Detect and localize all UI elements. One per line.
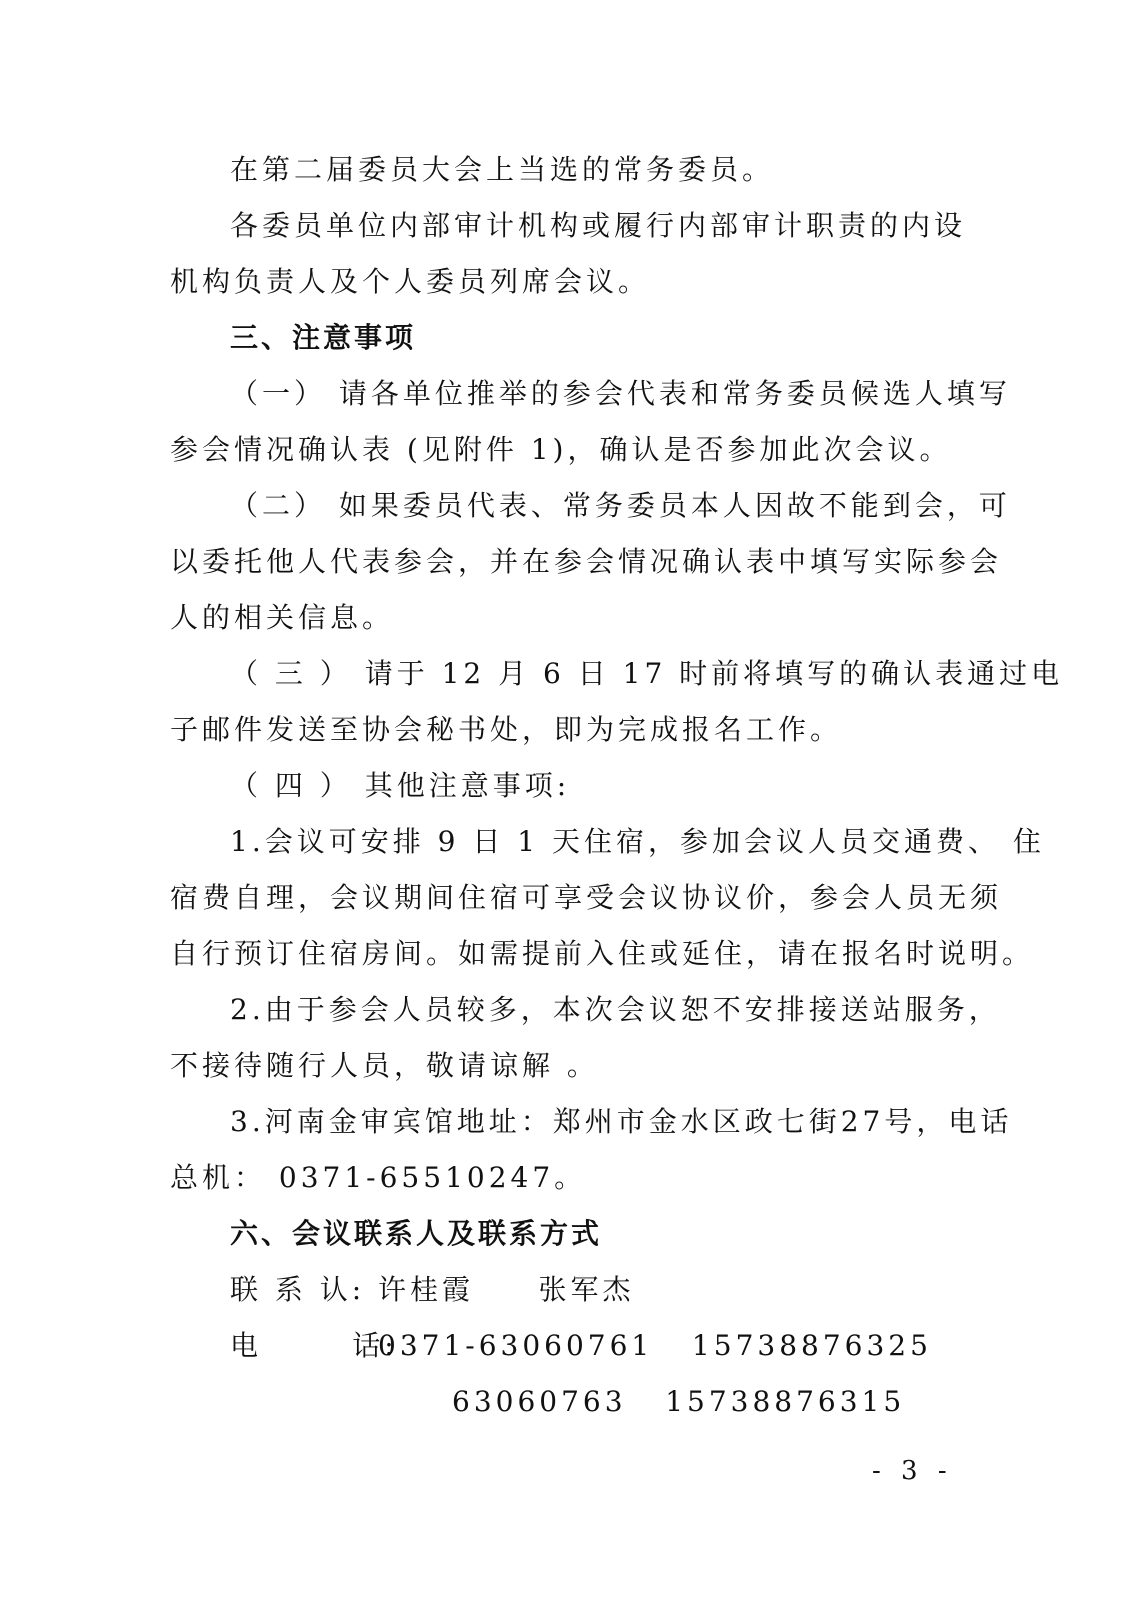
contact-phone-row: 63060763 15738876315 (452, 1385, 906, 1418)
section-heading-three: 三、注意事项 (230, 321, 417, 354)
body-line: （一） 请各单位推举的参会代表和常务委员候选人填写 (230, 377, 1011, 410)
body-line: （二） 如果委员代表、常务委员本人因故不能到会，可 (230, 489, 1011, 522)
body-line: 在第二届委员大会上当选的常务委员。 (230, 153, 775, 186)
body-line: （ 四 ） 其他注意事项: (230, 769, 571, 802)
body-line: 参会情况确认表 (见附件 1)，确认是否参加此次会议。 (170, 433, 952, 466)
body-line: 人的相关信息。 (170, 601, 395, 634)
contact-person-label: 联 系 认: (230, 1273, 366, 1306)
body-line: 3.河南金审宾馆地址：郑州市金水区政七街27号，电话 (230, 1105, 1013, 1138)
contact-phone-row: 0371-63060761 15738876325 (378, 1329, 932, 1362)
body-line: 宿费自理，会议期间住宿可享受会议协议价，参会人员无须 (170, 881, 1003, 914)
body-line: 1.会议可安排 9 日 1 天住宿，参加会议人员交通费、 住 (230, 825, 1045, 858)
body-line: 各委员单位内部审计机构或履行内部审计职责的内设 (230, 209, 967, 242)
section-heading-six: 六、会议联系人及联系方式 (230, 1217, 603, 1250)
page-number: - 3 - (872, 1456, 953, 1486)
body-line: 不接待随行人员，敬请谅解 。 (170, 1049, 599, 1082)
contact-phone-label: 电 话: (230, 1329, 398, 1362)
body-line: 机构负责人及个人委员列席会议。 (170, 265, 651, 298)
body-line: （ 三 ） 请于 12 月 6 日 17 时前将填写的确认表通过电 (230, 657, 1064, 690)
body-line: 自行预订住宿房间。如需提前入住或延住，请在报名时说明。 (170, 937, 1035, 970)
body-line: 2.由于参会人员较多，本次会议恕不安排接送站服务， (230, 993, 1001, 1026)
body-line: 以委托他人代表参会，并在参会情况确认表中填写实际参会 (170, 545, 1003, 578)
body-line: 子邮件发送至协会秘书处，即为完成报名工作。 (170, 713, 843, 746)
contact-person-names: 许桂霞 张军杰 (378, 1273, 635, 1306)
body-line: 总机： 0371-65510247。 (170, 1161, 587, 1194)
